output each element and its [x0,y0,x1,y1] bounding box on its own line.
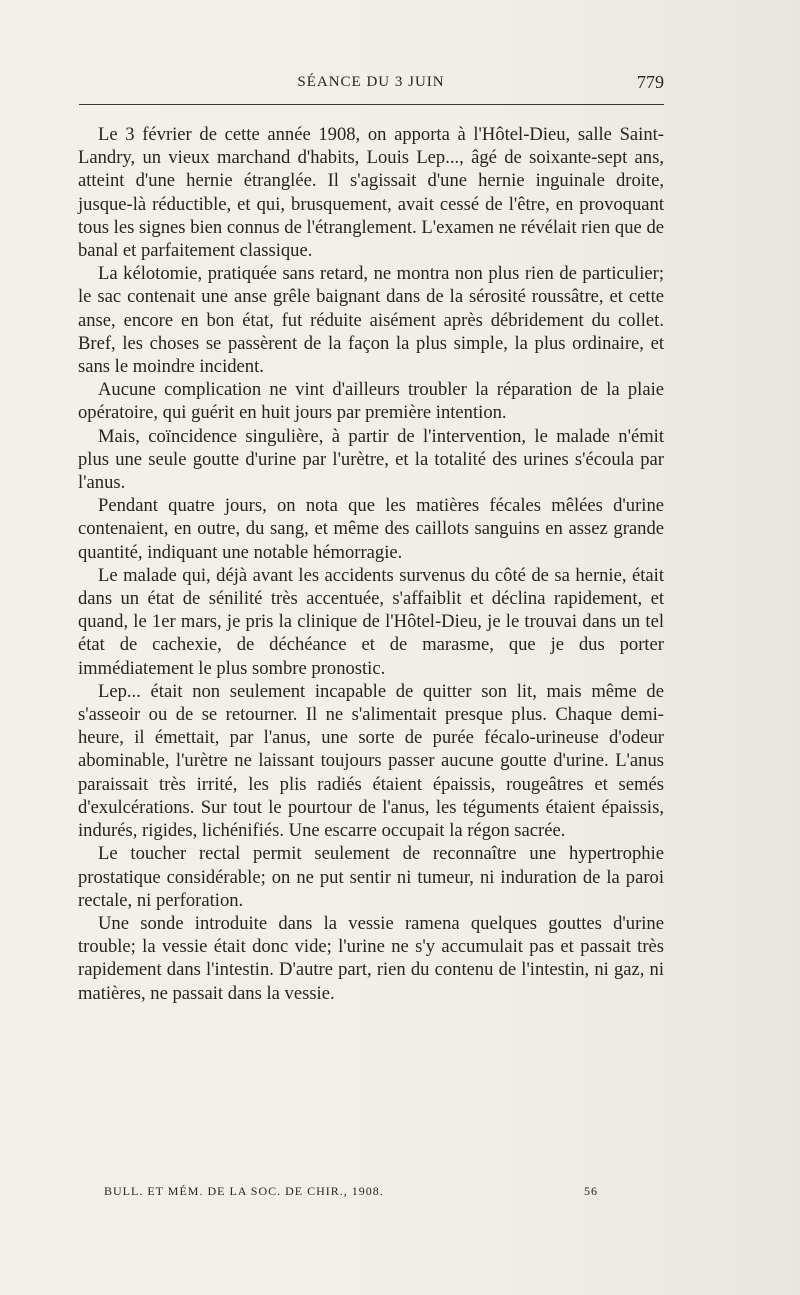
paragraph: Une sonde introduite dans la vessie ramena quelques gouttes d'urine trouble; la vessie était donc vide; l'urine ne s'y accumulait pas et passait très rapidement dans l'intestin. D'autre part, rien du contenu de l'intestin, ni gaz, ni matières, ne passait dans la vessie. [78,912,664,1004]
paragraph: Lep... était non seulement incapable de quitter son lit, mais même de s'asseoir ou de se retourner. Il ne s'alimentait presque plus. Chaque demi-heure, il émettait, par l'anus, une sorte de purée fécalo-urineuse d'odeur abominable, l'urètre ne laissant toujours passer aucune goutte d'urine. L'anus paraissait très irrité, les plis radiés étaient épaissis, rougeâtres et semés d'exulcérations. Sur tout le pourtour de l'anus, les téguments étaient épaissis, indurés, rigides, lichénifiés. Une escarre occupait la régon sacrée. [78,680,664,842]
running-title: SÉANCE DU 3 JUIN [297,74,445,90]
header-rule [79,104,664,105]
body-text [78,123,664,1005]
paragraph: La kélotomie, pratiquée sans retard, ne montra non plus rien de particulier; le sac contenait une anse grêle baignant dans de la sérosité roussâtre, et cette anse, encore en bon état, fut réduite aisément après débridement du collet. Bref, les choses se passèrent de la façon la plus simple, la plus ordinaire, et sans le moindre incident. [78,263,664,378]
page-header [78,72,664,98]
signature-mark: 56 [584,1184,598,1198]
paragraph: Le 3 février de cette année 1908, on apporta à l'Hôtel-Dieu, salle Saint-Landry, un vieux marchand d'habits, Louis Lep..., âgé de soixante-sept ans, atteint d'une hernie étranglée. Il s'agissait d'une hernie inguinale droite, jusque-là réductible, et qui, brusquement, avait cessé de l'être, en provoquant tous les signes bien connus de l'étranglement. L'examen ne révélait rien que de banal et parfaitement classique. [78,124,664,262]
paragraph: Pendant quatre jours, on nota que les matières fécales mêlées d'urine contenaient, en outre, du sang, et même des caillots sanguins en assez grande quantité, indiquant une notable hémorragie. [78,495,664,563]
journal-reference: BULL. ET MÉM. DE LA SOC. DE CHIR., 1908. [104,1184,384,1198]
paragraph: Le malade qui, déjà avant les accidents survenus du côté de sa hernie, était dans un état de sénilité très accentuée, s'affaiblit et déclina rapidement, et quand, le 1er mars, je pris la clinique de l'Hôtel-Dieu, je le trouvai dans un tel état de cachexie, de déchéance et de marasme, que je dus porter immédiatement le plus sombre pronostic. [78,564,664,679]
paragraph: Le toucher rectal permit seulement de reconnaître une hypertrophie prostatique considérable; on ne put sentir ni tumeur, ni induration de la paroi rectale, ni perforation. [78,843,664,911]
paragraph: Aucune complication ne vint d'ailleurs troubler la réparation de la plaie opératoire, qui guérit en huit jours par première intention. [78,379,664,424]
page-number: 779 [637,72,664,92]
paragraph: Mais, coïncidence singulière, à partir de l'intervention, le malade n'émit plus une seule goutte d'urine par l'urètre, et la totalité des urines s'écoula par l'anus. [78,425,664,494]
page-footer [104,1184,598,1199]
